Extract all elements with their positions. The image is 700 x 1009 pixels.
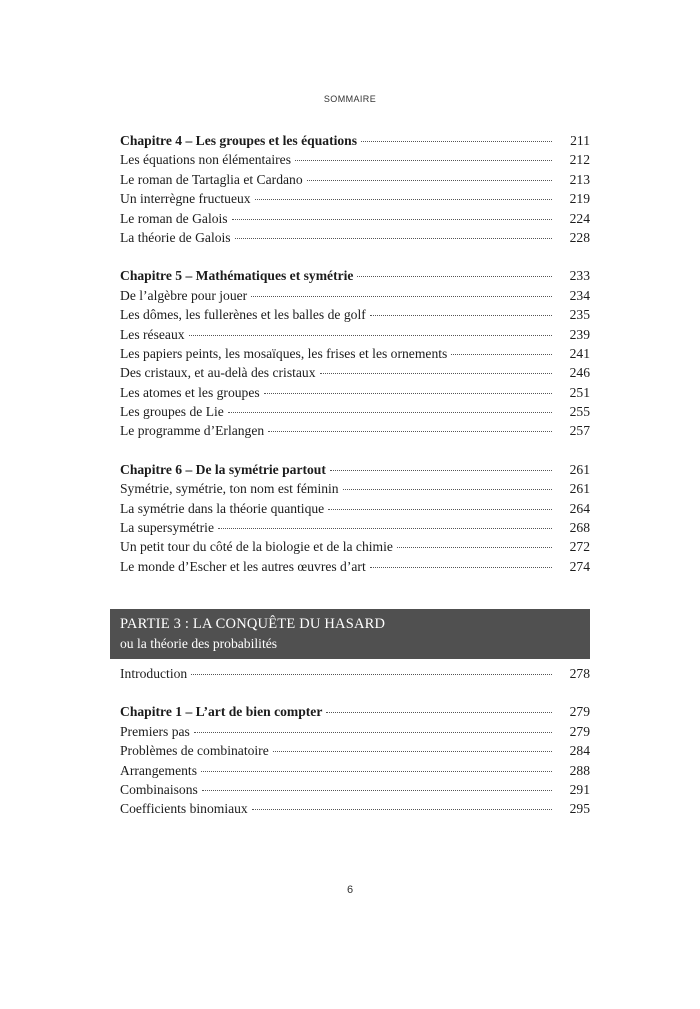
toc-entry-row[interactable] xyxy=(120,479,590,498)
dot-leader xyxy=(370,315,552,316)
dot-leader xyxy=(273,751,552,752)
toc-entry-row[interactable] xyxy=(120,780,590,799)
page-number: 278 xyxy=(569,666,590,681)
dot-leader xyxy=(357,276,552,277)
page-number: 235 xyxy=(569,307,590,323)
dot-leader xyxy=(218,528,552,529)
page-folio: 6 xyxy=(346,884,354,896)
entry-title: Le roman de Tartaglia et Cardano xyxy=(120,171,303,187)
toc-entry-row[interactable] xyxy=(120,170,590,189)
toc-entry-row[interactable] xyxy=(120,150,590,169)
page-number: 213 xyxy=(569,171,590,187)
page-number: 255 xyxy=(569,404,590,420)
entry-title: Les réseaux xyxy=(120,326,185,342)
page-number: 279 xyxy=(569,723,590,739)
dot-leader xyxy=(255,199,552,200)
page-number: 272 xyxy=(569,539,590,555)
page-number: 257 xyxy=(569,423,590,439)
entry-title: Le monde d’Escher et les autres œuvres d’art xyxy=(120,558,366,574)
entry-title: Des cristaux, et au-delà des cristaux xyxy=(120,365,316,381)
toc-entry-row[interactable] xyxy=(120,383,590,402)
dot-leader xyxy=(191,674,552,675)
toc-entry-row[interactable] xyxy=(120,209,590,228)
dot-leader xyxy=(228,412,552,413)
entry-title: La symétrie dans la théorie quantique xyxy=(120,500,325,516)
page-number: 251 xyxy=(569,384,590,400)
page-number: 284 xyxy=(569,743,590,759)
toc-chapter-row[interactable] xyxy=(120,131,590,150)
toc-entry-row[interactable] xyxy=(120,305,590,324)
table-of-contents xyxy=(120,131,590,576)
part-banner[interactable] xyxy=(110,609,590,659)
toc-introduction-row[interactable] xyxy=(120,664,590,683)
dot-leader xyxy=(252,809,552,810)
dot-leader xyxy=(194,732,552,733)
toc-chapter-row[interactable] xyxy=(120,702,590,721)
entry-title: Les atomes et les groupes xyxy=(120,384,260,400)
part-subtitle: ou la théorie des probabilités xyxy=(120,636,278,651)
dot-leader xyxy=(370,567,552,568)
dot-leader xyxy=(235,238,552,239)
chapter-title: Chapitre 6 – De la symétrie partout xyxy=(120,461,326,477)
toc-entry-row[interactable] xyxy=(120,228,590,247)
dot-leader xyxy=(264,393,552,394)
dot-leader xyxy=(307,180,552,181)
entry-title: Le roman de Galois xyxy=(120,210,228,226)
page-number: 239 xyxy=(569,326,590,342)
toc-entry-row[interactable] xyxy=(120,499,590,518)
entry-title: Arrangements xyxy=(120,762,198,778)
toc-chapter-row[interactable] xyxy=(120,460,590,479)
entry-title: La supersymétrie xyxy=(120,520,214,536)
toc-entry-row[interactable] xyxy=(120,557,590,576)
running-head: SOMMAIRE xyxy=(323,94,377,104)
dot-leader xyxy=(328,509,552,510)
entry-title: Symétrie, symétrie, ton nom est féminin xyxy=(120,481,339,497)
page-number: 219 xyxy=(569,191,590,207)
toc-entry-row[interactable] xyxy=(120,518,590,537)
toc-entry-row[interactable] xyxy=(120,402,590,421)
page-number: 224 xyxy=(569,210,590,226)
dot-leader xyxy=(189,335,552,336)
dot-leader xyxy=(330,470,552,471)
toc-entry-row[interactable] xyxy=(120,537,590,556)
page-number: 264 xyxy=(569,500,590,516)
entry-title: La théorie de Galois xyxy=(120,229,231,245)
page-number: 228 xyxy=(569,229,590,245)
entry-title: Coefficients binomiaux xyxy=(120,801,248,817)
toc-entry-row[interactable] xyxy=(120,421,590,440)
section-gap xyxy=(120,441,590,460)
dot-leader xyxy=(201,771,552,772)
entry-title: De l’algèbre pour jouer xyxy=(120,287,248,303)
entry-title: Les papiers peints, les mosaïques, les frises et les ornements xyxy=(120,345,448,361)
toc-entry-row[interactable] xyxy=(120,286,590,305)
entry-title: Les équations non élémentaires xyxy=(120,152,291,168)
page-number: 295 xyxy=(569,801,590,817)
entry-title: Les dômes, les fullerènes et les balles de golf xyxy=(120,307,366,323)
toc-entry-row[interactable] xyxy=(120,722,590,741)
page-number: 291 xyxy=(569,781,590,797)
page-number: 246 xyxy=(569,365,590,381)
page-number: 212 xyxy=(569,152,590,168)
page-number: 233 xyxy=(569,268,590,284)
dot-leader xyxy=(268,431,552,432)
entry-title: Un petit tour du côté de la biologie et de la chimie xyxy=(120,539,393,555)
section-gap xyxy=(120,683,590,702)
dot-leader xyxy=(451,354,552,355)
toc-entry-row[interactable] xyxy=(120,344,590,363)
toc-entry-row[interactable] xyxy=(120,325,590,344)
dot-leader xyxy=(397,547,552,548)
page-number: 274 xyxy=(569,558,590,574)
introduction-title: Introduction xyxy=(120,666,188,681)
entry-title: Problèmes de combinatoire xyxy=(120,743,269,759)
part-title: PARTIE 3 : LA CONQUÊTE DU HASARD xyxy=(120,616,386,632)
section-gap xyxy=(120,247,590,266)
page-number: 234 xyxy=(569,287,590,303)
chapter-title: Chapitre 5 – Mathématiques et symétrie xyxy=(120,268,354,284)
dot-leader xyxy=(232,219,552,220)
page-number: 261 xyxy=(569,481,590,497)
toc-entry-row[interactable] xyxy=(120,363,590,382)
dot-leader xyxy=(326,712,552,713)
entry-title: Le programme d’Erlangen xyxy=(120,423,265,439)
entry-title: Un interrègne fructueux xyxy=(120,191,251,207)
table-of-contents-continued xyxy=(120,664,590,819)
dot-leader xyxy=(361,141,552,142)
toc-entry-row[interactable] xyxy=(120,799,590,818)
page-number: 241 xyxy=(569,345,590,361)
dot-leader xyxy=(320,373,552,374)
toc-entry-row[interactable] xyxy=(120,189,590,208)
page-number: 211 xyxy=(570,133,590,148)
dot-leader xyxy=(202,790,552,791)
dot-leader xyxy=(251,296,552,297)
toc-entry-row[interactable] xyxy=(120,761,590,780)
toc-chapter-row[interactable] xyxy=(120,266,590,285)
chapter-title: Chapitre 4 – Les groupes et les équations xyxy=(120,133,358,148)
page-number: 279 xyxy=(569,704,590,720)
dot-leader xyxy=(295,160,552,161)
entry-title: Combinaisons xyxy=(120,781,198,797)
page-number: 268 xyxy=(569,520,590,536)
toc-entry-row[interactable] xyxy=(120,741,590,760)
dot-leader xyxy=(343,489,552,490)
page-number: 288 xyxy=(569,762,590,778)
page-number: 261 xyxy=(569,461,590,477)
chapter-title: Chapitre 1 – L’art de bien compter xyxy=(120,704,323,720)
entry-title: Les groupes de Lie xyxy=(120,404,224,420)
entry-title: Premiers pas xyxy=(120,723,190,739)
